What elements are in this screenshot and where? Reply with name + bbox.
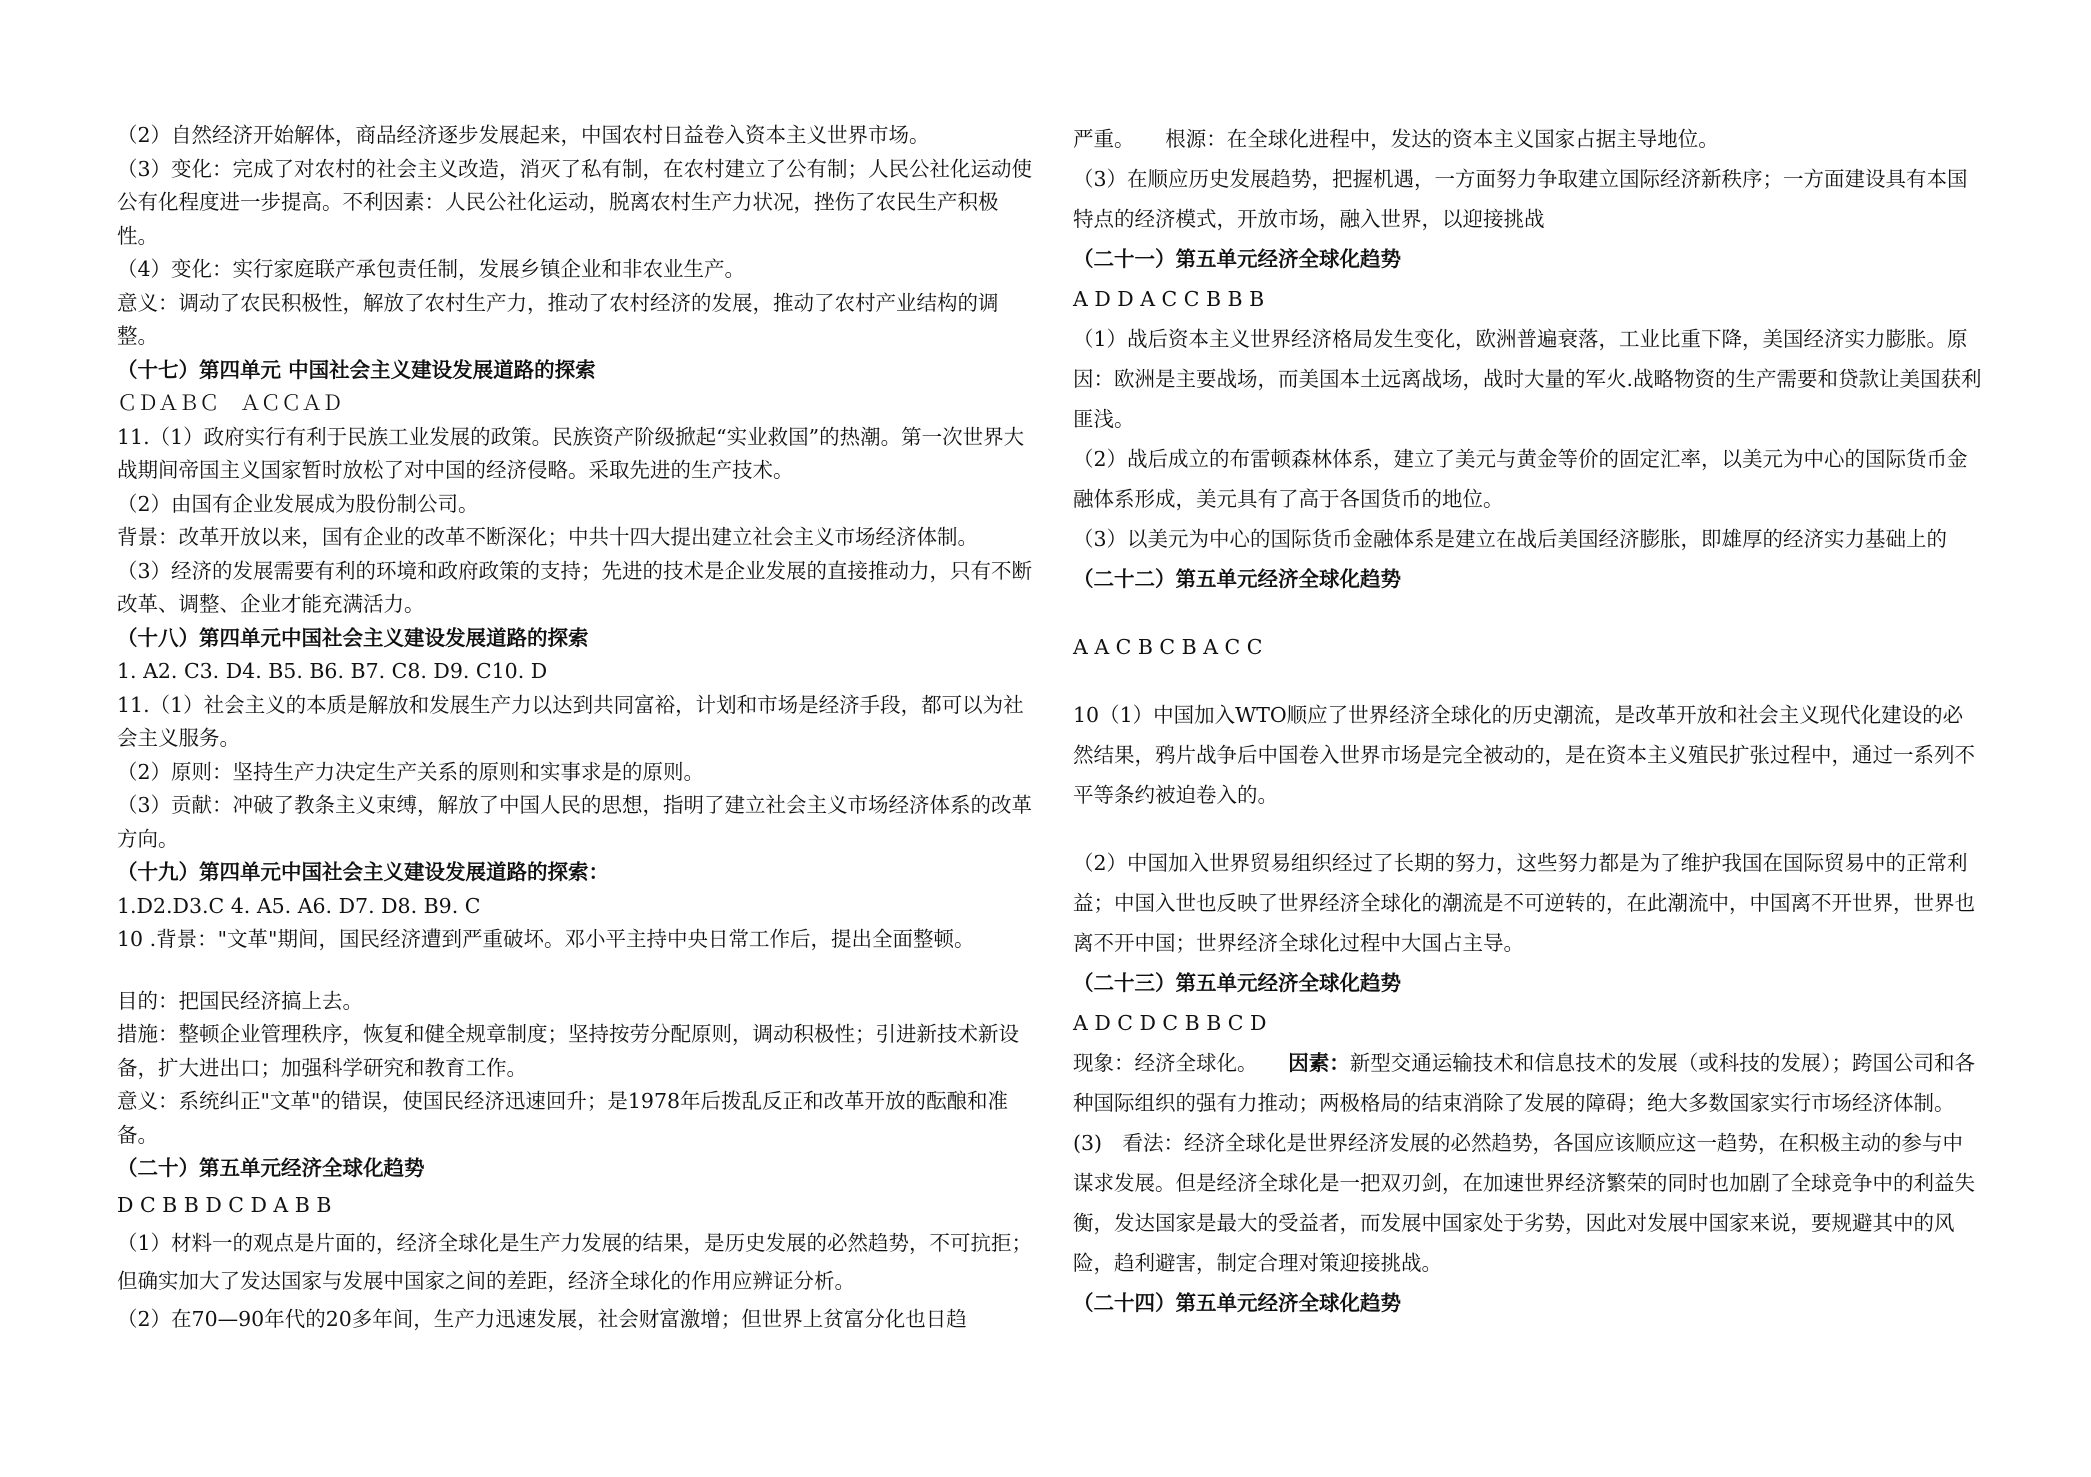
paragraph: （2）自然经济开始解体，商品经济逐步发展起来，中国农村日益卷入资本主义世界市场。 [117,123,930,147]
paragraph: 严重。 根源：在全球化进程中，发达的资本主义国家占据主导地位。 [1073,127,1719,151]
spacer [1073,815,1983,843]
section-heading: （二十四）第五单元经济全球化趋势 [1073,1291,1401,1315]
paragraph: 意义：系统纠正"文革"的错误，使国民经济迅速回升；是1978年后拨乱反正和改革开放的酝酿和准备。 [117,1089,1009,1147]
paragraph: 11.（1）社会主义的本质是解放和发展生产力以达到共同富裕，计划和市场是经济手段，都可以为社会主义服务。 [117,692,1024,750]
paragraph: （2）由国有企业发展成为股份制公司。 [117,491,479,516]
paragraph: （2）原则：坚持生产力决定生产关系的原则和实事求是的原则。 [117,759,705,784]
section-heading: （二十）第五单元经济全球化趋势 [117,1156,425,1180]
paragraph-lead: 现象：经济全球化。 [1073,1051,1289,1075]
spacer [1073,599,1983,627]
paragraph: （3）以美元为中心的国际货币金融体系是建立在战后美国经济膨胀，即雄厚的经济实力基础上的 [1073,527,1948,551]
paragraph: A D D A C C B B B [1073,287,1265,311]
paragraph: 目的：把国民经济搞上去。 [117,988,363,1013]
paragraph: （2）在70—90年代的20多年间，生产力迅速发展，社会财富激增；但世界上贫富分化也日趋 [117,1306,967,1331]
paragraph: （3）变化：完成了对农村的社会主义改造，消灭了私有制，在农村建立了公有制；人民公社化运动使公有化程度进一步提高。不利因素：人民公社化运动，脱离农村生产力状况，挫伤了农民生产积极性。 [117,156,1033,248]
paragraph: ＣＤＡＢＣ ＡＣＣＡＤ [117,391,343,415]
paragraph: 11.（1）政府实行有利于民族工业发展的政策。民族资产阶级掀起“实业救国”的热潮。第一次世界大战期间帝国主义国家暂时放松了对中国的经济侵略。采取先进的生产技术。 [117,424,1025,482]
section-heading: （二十三）第五单元经济全球化趋势 [1073,971,1401,995]
paragraph: 10 .背景："文革"期间，国民经济遭到严重破坏。邓小平主持中央日常工作后，提出全面整顿。 [117,927,975,951]
paragraph [1073,1043,1983,1283]
paragraph: （3）贡献：冲破了教条主义束缚，解放了中国人民的思想，指明了建立社会主义市场经济体系的改革方向。 [117,793,1033,851]
spacer [1073,667,1983,695]
paragraph: （3）在顺应历史发展趋势，把握机遇，一方面努力争取建立国际经济新秩序；一方面建设具有本国特点的经济模式，开放市场，融入世界，以迎接挑战 [1073,167,1968,231]
paragraph: 10（1）中国加入WTO顺应了世界经济全球化的历史潮流，是改革开放和社会主义现代化建设的必然结果，鸦片战争后中国卷入世界市场是完全被动的，是在资本主义殖民扩张过程中，通过一系列不平等条约被迫卷入的。 [1073,703,1975,807]
paragraph: A A C B C B A C C [1073,635,1263,659]
section-heading: （十七）第四单元 中国社会主义建设发展道路的探索 [117,357,596,382]
paragraph-body: 新型交通运输技术和信息技术的发展（或科技的发展）；跨国公司和各种国际组织的强有力推动；两极格局的结束消除了发展的障碍；绝大多数国家实行市场经济体制。(3) 看法：经济全球化是世界经济发展的必然趋势，各国应该顺应这一趋势，在积极主动的参与中谋求发展。但是经济全球化是一把双刃剑，在加速世界经济繁荣的同时也加剧了全球竞争中的利益失衡，发达国家是最大的受益者，而发展中国家处于劣势，因此对发展中国家来说，要规避其中的风险，趋利避害，制定合理对策迎接挑战。 [1073,1051,1975,1275]
paragraph: （1）战后资本主义世界经济格局发生变化，欧洲普遍衰落，工业比重下降，美国经济实力膨胀。原因：欧洲是主要战场，而美国本土远离战场，战时大量的军火.战略物资的生产需要和贷款让美国获利匪浅。 [1073,327,1982,431]
section-heading: （十八）第四单元中国社会主义建设发展道路的探索 [117,625,589,650]
paragraph: 措施：整顿企业管理秩序，恢复和健全规章制度；坚持按劳分配原则，调动积极性；引进新技术新设备，扩大进出口；加强科学研究和教育工作。 [117,1022,1019,1080]
paragraph: D C B B D C D A B B [117,1192,332,1217]
paragraph-bold-label: 因素： [1288,1051,1350,1075]
paragraph: 1.D2.D3.C 4. A5. A6. D7. D8. B9. C [117,893,481,918]
paragraph: （3）经济的发展需要有利的环境和政府政策的支持；先进的技术是企业发展的直接推动力，只有不断改革、调整、企业才能充满活力。 [117,558,1033,616]
paragraph: 背景：改革开放以来，国有企业的改革不断深化；中共十四大提出建立社会主义市场经济体制。 [117,525,978,549]
section-heading: （二十一）第五单元经济全球化趋势 [1073,247,1401,271]
paragraph: 1. A2. C3. D4. B5. B6. B7. C8. D9. C10. D [117,659,548,683]
left-column [117,119,1035,1338]
section-heading: （二十二）第五单元经济全球化趋势 [1073,567,1401,591]
paragraph: （2）中国加入世界贸易组织经过了长期的努力，这些努力都是为了维护我国在国际贸易中的正常利益；中国入世也反映了世界经济全球化的潮流是不可逆转的，在此潮流中，中国离不开世界，世界也离不开中国；世界经济全球化过程中大国占主导。 [1073,851,1975,955]
paragraph: A D C D C B B C D [1073,1011,1267,1035]
paragraph: （4）变化：实行家庭联产承包责任制，发展乡镇企业和非农业生产。 [117,257,746,281]
paragraph: （1）材料一的观点是片面的，经济全球化是生产力发展的结果，是历史发展的必然趋势，不可抗拒；但确实加大了发达国家与发展中国家之间的差距，经济全球化的作用应辨证分析。 [117,1230,1033,1293]
section-heading: （十九）第四单元中国社会主义建设发展道路的探索： [117,860,609,884]
paragraph: 意义：调动了农民积极性，解放了农村生产力，推动了农村经济的发展，推动了农村产业结构的调整。 [117,290,999,348]
paragraph: （2）战后成立的布雷顿森林体系，建立了美元与黄金等价的固定汇率，以美元为中心的国际货币金融体系形成，美元具有了高于各国货币的地位。 [1073,447,1968,511]
right-column [1073,119,1983,1323]
spacer [117,957,1035,985]
